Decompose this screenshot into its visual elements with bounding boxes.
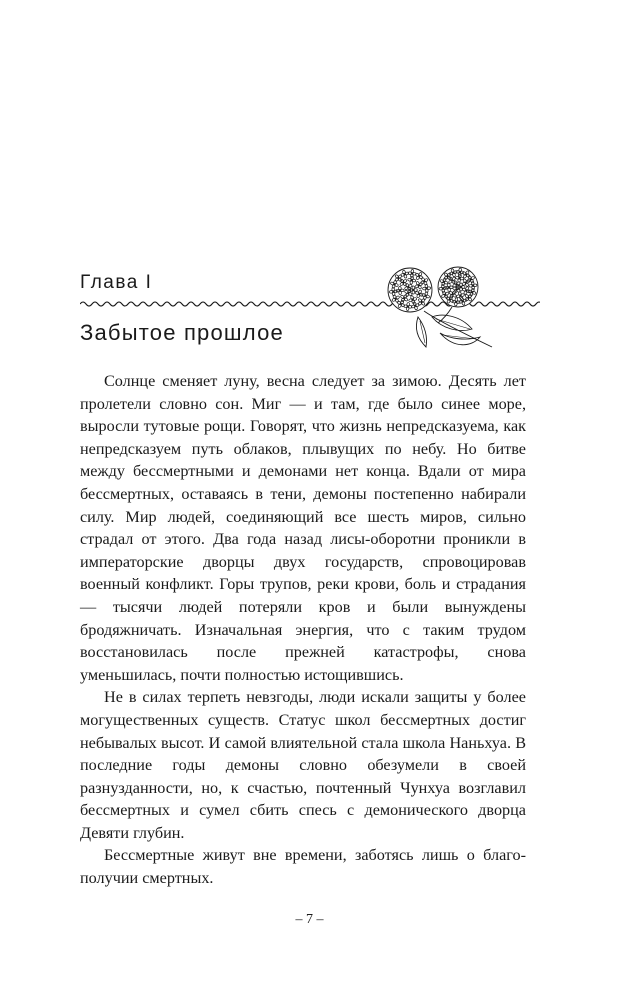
paragraph: Солнце сменяет луну, весна следует за зимою. Десять лет пролетели словно сон. Миг — и там, где было синее море, выросли тутовые рощи. Говорят, что жизнь непредсказуема, как непредсказуем путь облаков, плывущих по небу. Но битве между бессмертными и демонами нет конца. Вдали от мира бессмертных, оставаясь в тени, демоны постепенно набирали силу. Мир людей, соединяющий все шесть миров, сильно страдал от этого. Два года назад лисы-оборотни проникли в императорские дворцы двух государств, спровоцировав военный конфликт. Горы трупов, реки крови, боль и страдания — тысячи людей потеряли кров и были вынуждены бродяжничать. Изначальная энергия, что с таким трудом восстановилась после прежней катастрофы, снова уменьшилась, почти полностью истощившись. [80,372,526,684]
paragraph: Не в силах терпеть невзгоды, люди искали защиты у более могущественных существ. Статус школ бессмертных достиг небывалых высот. И самой влиятельной стала школа Наньхуа. В последние годы демоны словно обезумели в своей разнузданности, но, к счастью, почтенный Чунхуа возглавил бессмертных и сумел сбить спесь с демонического дворца Девяти глубин. [80,688,526,842]
paragraph: Бессмертные живут вне времени, заботясь лишь о благополучии смертных. [80,846,526,888]
page-number: – 7 – [295,912,324,927]
hydrangea-branch-icon [380,255,505,355]
chapter-title: Забытое прошлое [80,320,284,345]
body-text [80,370,526,890]
chapter-label: Глава I [80,272,153,293]
